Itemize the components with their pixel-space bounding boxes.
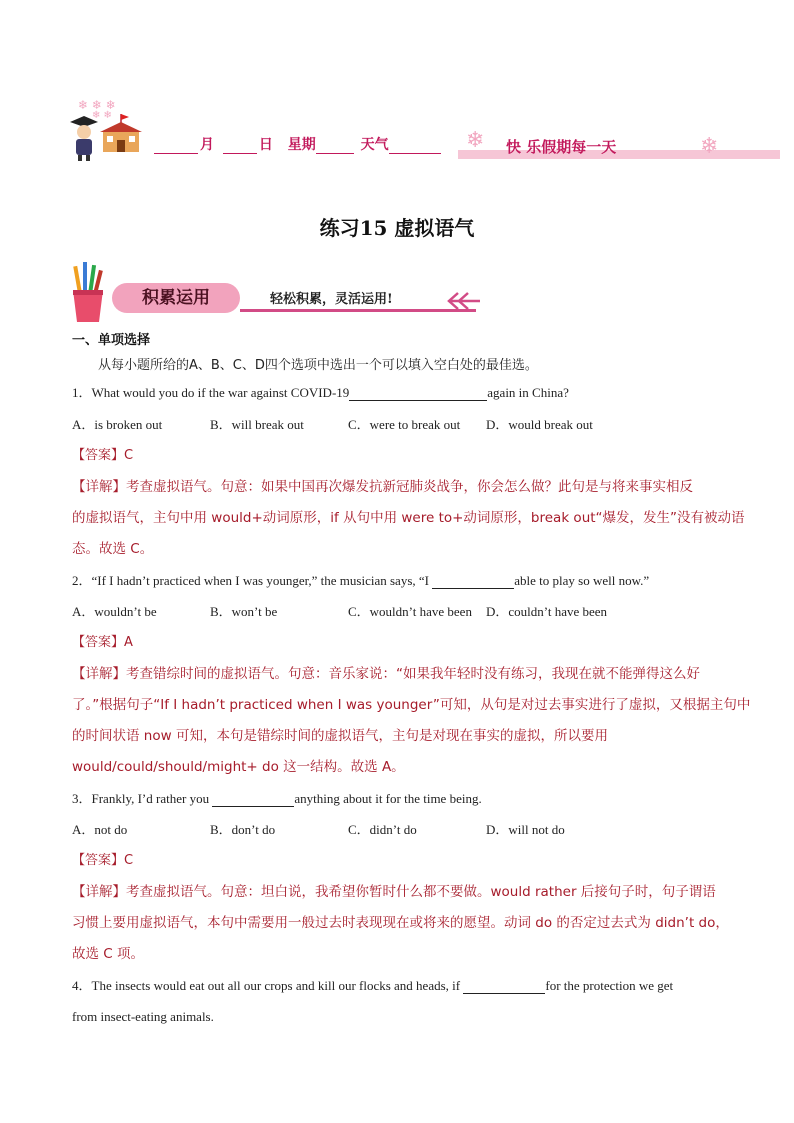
day-label: 日 [258,137,273,153]
month-blank[interactable] [154,139,198,154]
day-blank[interactable] [223,139,257,154]
banner-underline [240,309,476,312]
q3-explanation-line: 故选 C 项。 [72,946,145,962]
q3-option-d[interactable]: D．will not do [486,822,565,837]
pencil-cup-icon [68,262,108,324]
q1-option-a[interactable]: A．is broken out [72,417,163,432]
q2-option-d[interactable]: D．couldn’t have been [486,604,608,619]
question-3-stem [72,791,482,807]
q2-explanation-line: 的时间状语 now 可知，本句是错综时间的虚拟语气，主句是对现在事实的虚拟，所以要用 [72,728,608,744]
answer-blank[interactable] [463,979,545,994]
q3-explanation-line: 【详解】考查虚拟语气。句意：坦白说，我希望你暂时什么都不要做。would rather 后接句子时，句子谓语 [72,884,716,900]
snowflake-icon: ❄ [466,128,485,153]
answer-blank[interactable] [349,386,487,401]
weather-label: 天气 [360,137,389,153]
question-1-stem [72,385,569,401]
q3-explanation-line: 习惯上要用虚拟语气，本句中需要用一般过去时表现现在或将来的愿望。动词 do 的否定过去式为 didn’t do， [72,915,729,931]
q2-option-c[interactable]: C．wouldn’t have been [348,604,472,619]
q1-explanation-line: 【详解】考查虚拟语气。句意：如果中国再次爆发抗新冠肺炎战争，你会怎么做？此句是与将来事实相反 [72,479,693,495]
q3-option-a[interactable]: A．not do [72,822,128,837]
school-building-icon [98,112,144,154]
snowflake-icon: ❄ [700,134,719,159]
weekday-label: 星期 [287,137,316,153]
weekday-blank[interactable] [316,139,354,154]
q1-answer: 【答案】C [72,448,134,463]
q2-explanation-line: would/could/should/might+ do 这一结构。故选 A。 [72,759,405,775]
question-2-stem [72,573,649,589]
section-heading: 一、单项选择 [72,333,151,348]
question-4-stem-continued: from insect-eating animals. [72,1009,214,1024]
q3-stem-end: anything about it for the time being. [294,791,482,806]
answer-blank[interactable] [432,574,514,589]
weather-blank[interactable] [389,139,441,154]
q3-answer: 【答案】C [72,853,134,868]
q1-stem-start: 1．What would you do if the war against COVID-19 [72,385,350,400]
page-title: 练习15 虚拟语气 [319,216,475,240]
q2-option-a[interactable]: A．wouldn’t be [72,604,157,619]
q1-explanation-line: 的虚拟语气，主句中用 would+动词原形，if 从句中用 were to+动词原形，break out“爆发，发生”没有被动语 [72,510,745,526]
q3-option-b[interactable]: B．don’t do [210,822,276,837]
date-weather-line [154,134,443,154]
q4-stem-start: 4．The insects would eat out all our crops and kill our flocks and heads, if [72,978,461,993]
snowflake-icon: ❄ ❄ ❄ [78,98,116,112]
q2-explanation-line: 了。”根据句子“If I hadn’t practiced when I was younger”可知，从句是对过去事实进行了虚拟，又根据主句中 [72,697,751,713]
snowflake-icon: ❄ ❄ [92,110,112,121]
section-badge: 积累运用 [112,283,240,313]
q2-option-b[interactable]: B．won’t be [210,604,278,619]
q1-stem-end: again in China? [487,385,569,400]
answer-blank[interactable] [212,792,294,807]
q4-stem-mid: for the protection we get [545,978,674,993]
month-label: 月 [200,137,214,153]
q3-stem-start: 3．Frankly, I’d rather you [72,791,210,806]
q1-option-d[interactable]: D．would break out [486,417,593,432]
banner-subtitle: 轻松积累，灵活运用! [270,292,393,307]
q2-answer: 【答案】A [72,635,133,650]
q1-option-c[interactable]: C．were to break out [348,417,461,432]
q1-explanation-line: 态。故选 C。 [72,541,154,557]
q2-stem-start: 2．“If I hadn’t practiced when I was younger,” the musician says, “I [72,573,429,588]
q2-stem-end: able to play so well now.” [514,573,650,588]
section-instruction: 从每小题所给的A、B、C、D四个选项中选出一个可以填入空白处的最佳选。 [98,358,538,373]
q3-option-c[interactable]: C．didn’t do [348,822,417,837]
question-4-stem [72,978,673,994]
q2-explanation-line: 【详解】考查错综时间的虚拟语气。句意：音乐家说：“如果我年轻时没有练习，我现在就不能弹得这么好 [72,666,700,682]
double-arrow-left-icon [444,290,482,312]
graduate-icon [66,112,102,162]
q1-option-b[interactable]: B．will break out [210,417,304,432]
header-slogan: 快 乐假期每一天 [506,138,617,156]
